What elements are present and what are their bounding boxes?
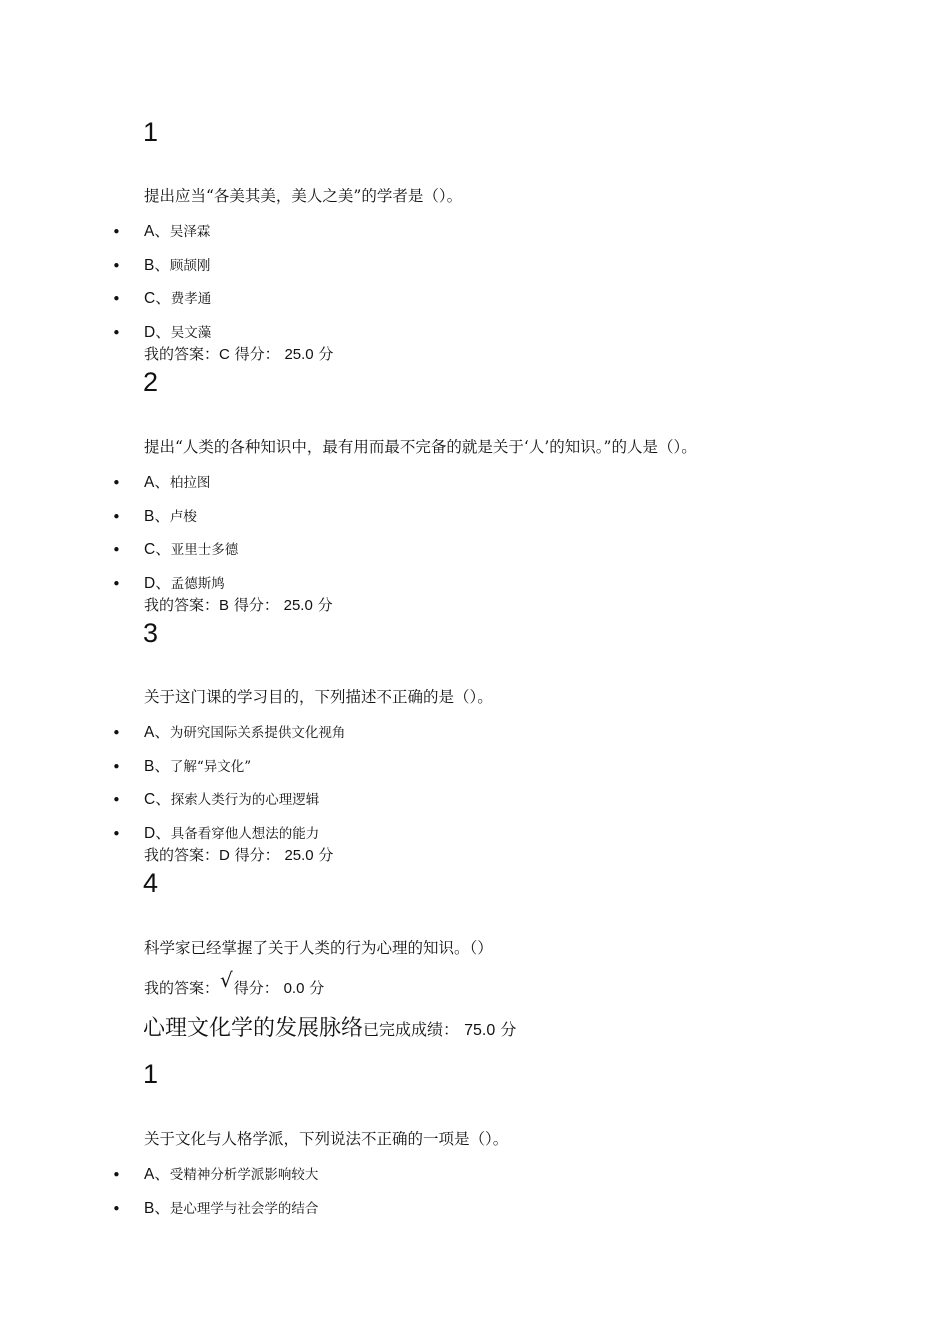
bullet: •: [112, 324, 121, 342]
question-text: 关于文化与人格学派，下列说法不正确的一项是（）。: [144, 1130, 509, 1148]
option-text: 具备看穿他人想法的能力: [170, 826, 320, 842]
question-text: 提出“人类的各种知识中，最有用而最不完备的就是关于‘人’的知识。”的人是（）。: [144, 438, 697, 456]
section-score-unit: 分: [500, 1020, 517, 1039]
bullet: •: [112, 508, 121, 526]
option-letter: D、: [144, 324, 171, 341]
option-text: 吴泽霖: [169, 224, 211, 240]
bullet: •: [112, 791, 121, 809]
option-b[interactable]: [144, 1197, 318, 1220]
question-text: 关于这门课的学习目的，下列描述不正确的是（）。: [144, 688, 493, 706]
option-text: 费孝通: [170, 291, 212, 307]
bullet: •: [112, 541, 121, 559]
option-text: 吴文藻: [170, 325, 212, 341]
option-letter: B、: [144, 758, 170, 775]
option-text: 为研究国际关系提供文化视角: [169, 725, 346, 741]
option-letter: A、: [144, 724, 170, 741]
answer-label: 我的答案：: [144, 345, 220, 363]
option-a[interactable]: [144, 220, 210, 243]
option-text: 顾颉刚: [169, 258, 211, 274]
score-unit: 分: [318, 345, 334, 363]
option-letter: C、: [144, 791, 171, 808]
option-text: 卢梭: [169, 509, 197, 525]
answer-label: 我的答案：: [144, 596, 220, 614]
answer-label: 我的答案：: [144, 979, 220, 997]
option-a[interactable]: [144, 1163, 318, 1186]
option-letter: B、: [144, 508, 170, 525]
score-value: 25.0: [283, 597, 313, 614]
question-number: 4: [143, 868, 159, 898]
option-d[interactable]: [144, 321, 211, 344]
answer-line: [144, 594, 333, 617]
option-text: 探索人类行为的心理逻辑: [170, 792, 320, 808]
question-number: 1: [143, 117, 159, 147]
option-b[interactable]: [144, 254, 210, 277]
bullet: •: [112, 223, 121, 241]
option-letter: D、: [144, 825, 171, 842]
score-unit: 分: [309, 979, 325, 997]
answer-value: C: [219, 346, 230, 363]
option-text: 是心理学与社会学的结合: [169, 1201, 319, 1217]
question-number: 1: [143, 1059, 159, 1089]
option-letter: A、: [144, 223, 170, 240]
score-value: 25.0: [284, 847, 314, 864]
option-letter: B、: [144, 1200, 170, 1217]
option-a[interactable]: [144, 721, 345, 744]
bullet: •: [112, 474, 121, 492]
score-label: 得分：: [233, 979, 279, 997]
bullet: •: [112, 825, 121, 843]
answer-line: [144, 844, 333, 867]
score-label: 得分：: [234, 345, 280, 363]
option-d[interactable]: [144, 572, 225, 595]
answer-line: [144, 343, 333, 366]
score-unit: 分: [318, 846, 334, 864]
bullet: •: [112, 1200, 121, 1218]
option-text: 柏拉图: [169, 475, 211, 491]
score-label: 得分：: [233, 596, 279, 614]
option-c[interactable]: [144, 287, 211, 310]
bullet: •: [112, 1166, 121, 1184]
option-d[interactable]: [144, 822, 319, 845]
option-letter: B、: [144, 257, 170, 274]
answer-line: [144, 968, 325, 1000]
option-c[interactable]: [144, 538, 238, 561]
score-label: 得分：: [234, 846, 280, 864]
bullet: •: [112, 758, 121, 776]
option-b[interactable]: [144, 505, 197, 528]
question-text: 科学家已经掌握了关于人类的行为心理的知识。（）: [144, 939, 493, 957]
option-letter: C、: [144, 290, 171, 307]
option-a[interactable]: [144, 471, 210, 494]
section-header: [143, 1013, 516, 1047]
option-letter: A、: [144, 474, 170, 491]
answer-value: B: [219, 597, 230, 614]
bullet: •: [112, 290, 121, 308]
bullet: •: [112, 724, 121, 742]
option-text: 亚里士多德: [170, 542, 239, 558]
option-text: 了解“异文化”: [169, 759, 252, 775]
answer-label: 我的答案：: [144, 846, 220, 864]
question-number: 2: [143, 367, 159, 397]
option-letter: D、: [144, 575, 171, 592]
question-number: 3: [143, 618, 159, 648]
bullet: •: [112, 257, 121, 275]
answer-value: D: [219, 847, 230, 864]
question-text: 提出应当“各美其美，美人之美”的学者是（）。: [144, 187, 463, 205]
option-letter: C、: [144, 541, 171, 558]
option-text: 受精神分析学派影响较大: [169, 1167, 319, 1183]
option-b[interactable]: [144, 755, 251, 778]
section-status: 已完成成绩：: [363, 1020, 460, 1039]
option-text: 孟德斯鸠: [170, 576, 225, 592]
checkmark-icon: √: [220, 968, 233, 992]
option-c[interactable]: [144, 788, 319, 811]
section-score: 75.0: [464, 1022, 496, 1039]
score-unit: 分: [317, 596, 333, 614]
section-title: 心理文化学的发展脉络: [143, 1016, 364, 1041]
option-letter: A、: [144, 1166, 170, 1183]
score-value: 25.0: [284, 346, 314, 363]
score-value: 0.0: [283, 980, 305, 997]
bullet: •: [112, 575, 121, 593]
